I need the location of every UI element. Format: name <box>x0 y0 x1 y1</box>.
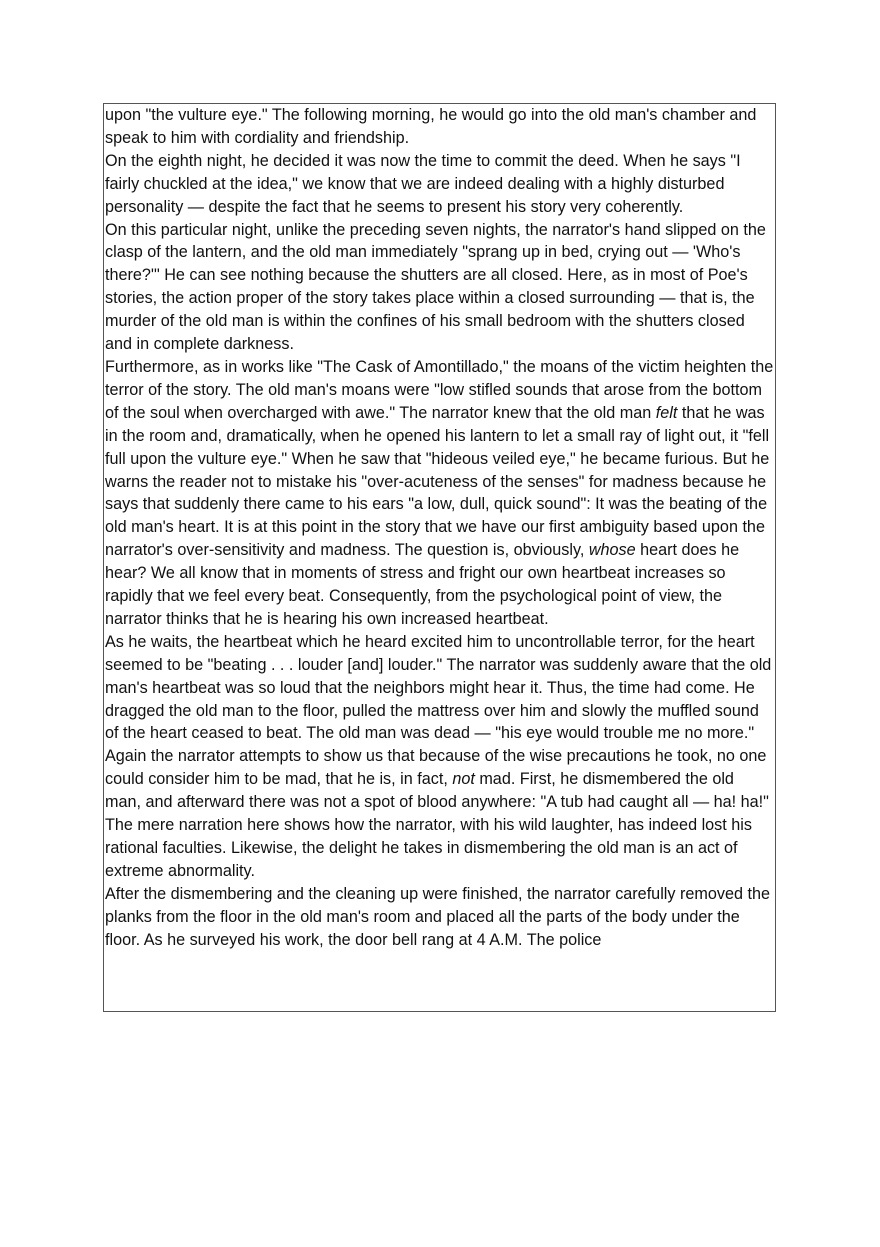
paragraph-3 <box>105 219 774 356</box>
paragraph-2-text: On the eighth night, he decided it was now the time to commit the deed. When he says "I fairly chuckled at the idea," we know that we are indeed dealing with a highly disturbed personality — despite the fact that he seems to present his story very coherently. <box>105 151 741 216</box>
paragraph-7 <box>105 883 774 952</box>
paragraph-2 <box>105 150 774 219</box>
paragraph-4-italic-felt: felt <box>655 403 678 422</box>
paragraph-4-text-c: heart does he hear? We all know that in moments of stress and fright our own heartbeat increases so rapidly that we feel every beat. Consequently, from the psychological point of view, the narrator thinks that he is hearing his own increased heartbeat. <box>105 541 740 628</box>
paragraph-6-text-a: Again the narrator attempts to show us that because of the wise precautions he took, no one could consider him to be mad, that he is, in fact, <box>105 747 767 789</box>
paragraph-4-text-b: that he was in the room and, dramatically, when he opened his lantern to let a small ray of light out, it "fell full upon the vulture eye." When he saw that "hideous veiled eye," he became furious. But he warns the reader not to mistake his "over-acuteness of the senses" for madness because he says that suddenly there came to his ears "a low, dull, quick sound": It was the beating of the old man's heart. It is at this point in the story that we have our first ambiguity based upon the narrator's over-sensitivity and madness. The question is, obviously, <box>105 403 770 560</box>
text-frame <box>103 103 776 1012</box>
paragraph-4-text-a: Furthermore, as in works like "The Cask of Amontillado," the moans of the victim heighten the terror of the story. The old man's moans were "low stifled sounds that arose from the bottom of the soul when overcharged with awe." The narrator knew that the old man <box>105 357 774 422</box>
paragraph-5 <box>105 631 774 746</box>
paragraph-6-text-b: mad. First, he dismembered the old man, and afterward there was not a spot of blood anywhere: "A tub had caught all — ha! ha!" The mere narration here shows how the narrator, with his wild laughter, has indeed lost his rational faculties. Likewise, the delight he takes in dismembering the old man is an act of extreme abnormality. <box>105 770 769 880</box>
paragraph-7-text: After the dismembering and the cleaning up were finished, the narrator carefully removed the planks from the floor in the old man's room and placed all the parts of the body under the floor. As he surveyed his work, the door bell rang at 4 A.M. The police <box>105 884 770 949</box>
paragraph-3-text: On this particular night, unlike the preceding seven nights, the narrator's hand slipped on the clasp of the lantern, and the old man immediately "sprang up in bed, crying out — 'Who's there?'" He can see nothing because the shutters are all closed. Here, as in most of Poe's stories, the action proper of the story takes place within a closed surrounding — that is, the murder of the old man is within the confines of his small bedroom with the shutters closed and in complete darkness. <box>105 220 766 354</box>
paragraph-6-italic-not: not <box>452 770 475 789</box>
paragraph-5-text: As he waits, the heartbeat which he heard excited him to uncontrollable terror, for the heart seemed to be "beating . . . louder [and] louder." The narrator was suddenly aware that the old man's heartbeat was so loud that the neighbors might hear it. Thus, the time had come. He dragged the old man to the floor, pulled the mattress over him and slowly the muffled sound of the heart ceased to beat. The old man was dead — "his eye would trouble me no more." <box>105 632 772 743</box>
paragraph-4 <box>105 356 774 631</box>
paragraph-1-text: upon "the vulture eye." The following morning, he would go into the old man's chamber and speak to him with cordiality and friendship. <box>105 106 757 147</box>
paragraph-6 <box>105 745 774 882</box>
paragraph-4-italic-whose: whose <box>588 541 636 560</box>
paragraph-1 <box>105 104 774 150</box>
